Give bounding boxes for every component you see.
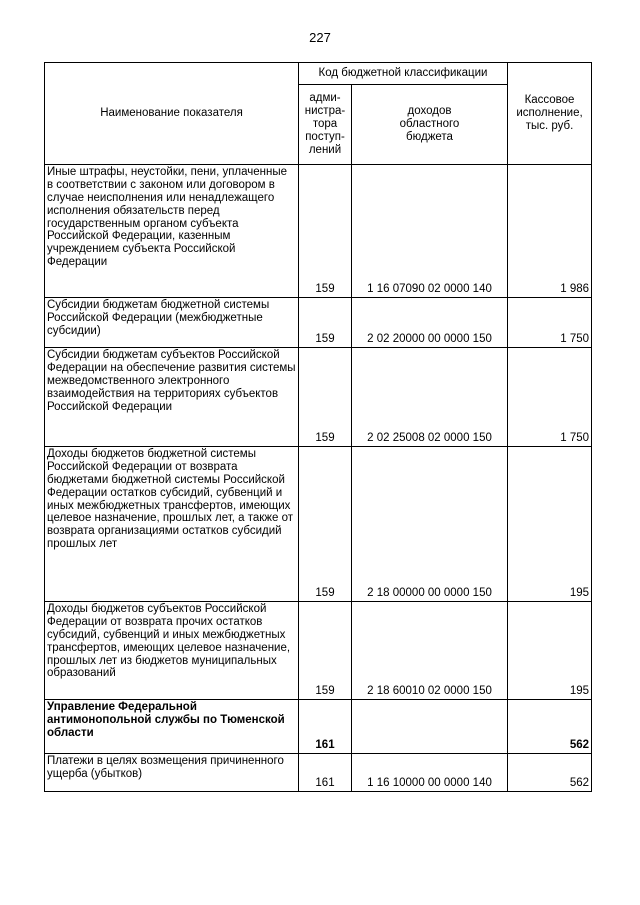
row-admin-code: 159 (299, 298, 352, 348)
row-amount: 195 (508, 447, 592, 602)
row-income-code: 2 02 20000 00 0000 150 (352, 298, 508, 348)
row-income-code: 1 16 07090 02 0000 140 (352, 165, 508, 298)
column-header-name: Наименование показателя (45, 63, 299, 165)
table-row (45, 348, 592, 447)
row-income-code: 2 18 60010 02 0000 150 (352, 602, 508, 700)
table-row (45, 298, 592, 348)
row-name: Субсидии бюджетам субъектов Российской Федерации на обеспечение развития системы межведомственного электронного взаимодействия на территориях субъектов Российской Федерации (45, 348, 299, 447)
row-income-code: 2 18 00000 00 0000 150 (352, 447, 508, 602)
column-header-cash: Кассовое исполнение, тыс. руб. (508, 63, 592, 165)
revenue-table (44, 62, 592, 792)
row-amount: 1 986 (508, 165, 592, 298)
page-number: 227 (309, 30, 331, 45)
column-header-admin: адми- нистра- тора поступ- лений (299, 85, 352, 165)
row-amount: 1 750 (508, 298, 592, 348)
table-row (45, 700, 592, 754)
row-amount: 562 (508, 700, 592, 754)
table-row (45, 754, 592, 792)
row-income-code (352, 700, 508, 754)
row-income-code: 2 02 25008 02 0000 150 (352, 348, 508, 447)
row-admin-code: 159 (299, 602, 352, 700)
row-amount: 195 (508, 602, 592, 700)
row-name: Управление Федеральной антимонопольной службы по Тюменской области (45, 700, 299, 754)
row-admin-code: 159 (299, 447, 352, 602)
row-name: Субсидии бюджетам бюджетной системы Российской Федерации (межбюджетные субсидии) (45, 298, 299, 348)
row-income-code: 1 16 10000 00 0000 140 (352, 754, 508, 792)
table-row (45, 602, 592, 700)
row-name: Иные штрафы, неустойки, пени, уплаченные в соответствии с законом или договором в случае неисполнения или ненадлежащего исполнения обязательств перед государственным органом субъекта Российской Федерации, казенным учреждением субъекта Российской Федерации (45, 165, 299, 298)
row-admin-code: 161 (299, 754, 352, 792)
row-name: Доходы бюджетов субъектов Российской Федерации от возврата прочих остатков субсидий, субвенций и иных межбюджетных трансфертов, имеющих целевое назначение, прошлых лет из бюджетов муниципальных образований (45, 602, 299, 700)
column-header-income: доходов областного бюджета (352, 85, 508, 165)
row-amount: 562 (508, 754, 592, 792)
row-name: Платежи в целях возмещения причиненного ущерба (убытков) (45, 754, 299, 792)
column-header-code-group: Код бюджетной классификации (299, 63, 508, 85)
table-row (45, 447, 592, 602)
row-admin-code: 159 (299, 165, 352, 298)
row-amount: 1 750 (508, 348, 592, 447)
row-admin-code: 159 (299, 348, 352, 447)
row-name: Доходы бюджетов бюджетной системы Российской Федерации от возврата бюджетами бюджетной системы Российской Федерации остатков субсидий, субвенций и иных межбюджетных трансфертов, имеющих целевое назначение, прошлых лет, а также от возврата организациями остатков субсидий прошлых лет (45, 447, 299, 602)
row-admin-code: 161 (299, 700, 352, 754)
table-row (45, 165, 592, 298)
